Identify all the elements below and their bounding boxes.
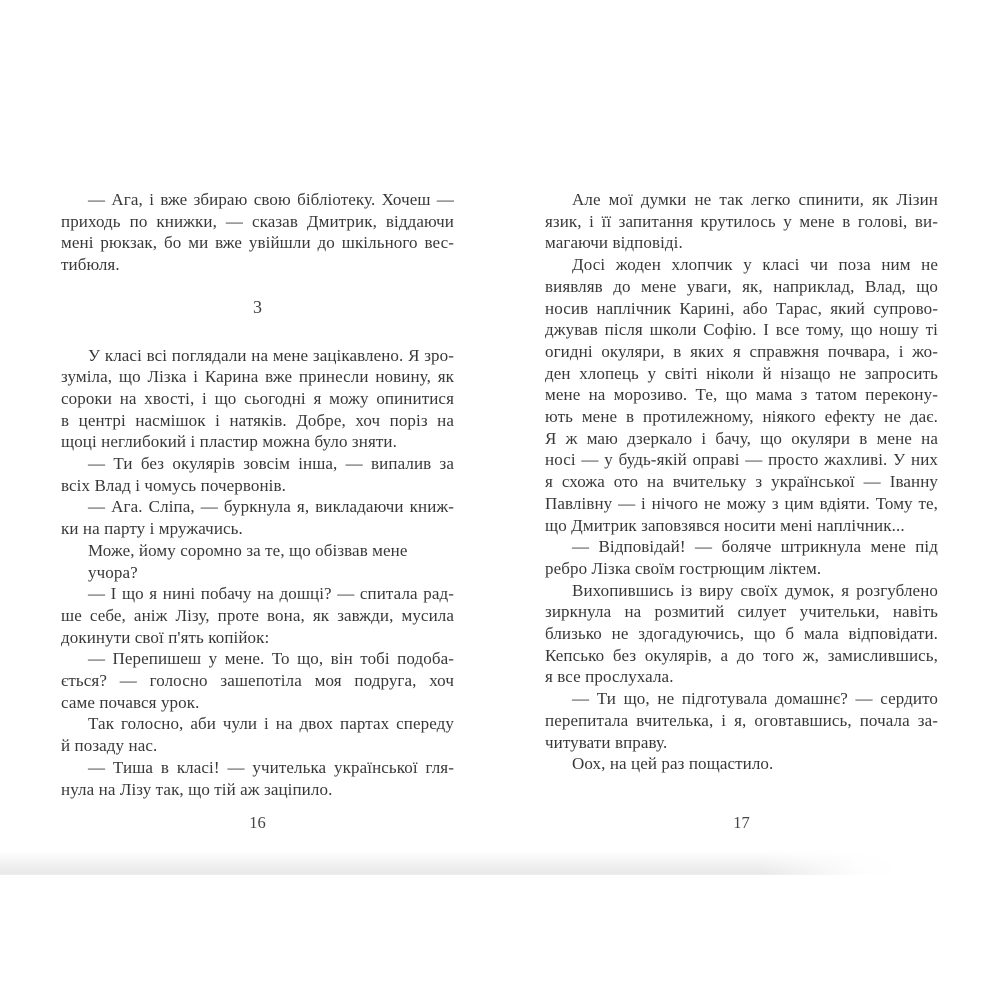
text-line: — І що я нині побачу на дошці? — спитала рад- xyxy=(88,584,454,604)
text-line: Кепсько без окулярів, а до того ж, замислившись, xyxy=(545,645,938,665)
paragraph xyxy=(61,713,454,756)
text-line: мені рюкзак, бо ми вже увійшли до шкільного вес- xyxy=(61,233,454,253)
paragraph xyxy=(61,583,454,648)
paragraph xyxy=(545,753,938,775)
page-number-left: 16 xyxy=(249,813,266,832)
text-line: зиркнула на розмитий силует учительки, навіть xyxy=(545,602,938,622)
chapter-number: 3 xyxy=(252,296,263,317)
text-line: нула на Лізу так, що тій аж заціпило. xyxy=(61,779,333,799)
text-line: Вихопившись із виру своїх думок, я розгублено xyxy=(572,580,938,600)
text-line: Так голосно, аби чули і на двох партах спереду xyxy=(88,714,454,734)
text-line: ється? — голосно зашепотіла моя подруга, хоч xyxy=(61,671,454,691)
text-line: ше себе, аніж Лізу, проте вона, як завжди, мусила xyxy=(61,605,454,625)
text-line: — Перепишеш у мене. То що, він тобі подоба- xyxy=(88,649,454,669)
text-line: близько не здогадуючись, що б мала відповідати. xyxy=(545,624,938,644)
text-line: ден хлопець у світі ніколи й нізащо не запросить xyxy=(545,363,938,383)
text-line: Оох, на цей раз пощастило. xyxy=(572,754,774,774)
page-edge-shadow xyxy=(0,851,898,875)
text-line: Але мої думки не так легко спинити, як Лізин xyxy=(572,190,938,209)
text-line: тибюля. xyxy=(61,255,120,275)
paragraph xyxy=(61,345,454,454)
text-line: докинути свої п'ять копійок: xyxy=(61,627,270,647)
text-line: — Ти без окулярів зовсім інша, — випалив за xyxy=(88,454,454,474)
paragraph xyxy=(545,189,938,254)
paragraph xyxy=(545,688,938,753)
text-line: Досі жоден хлопчик у класі чи поза ним не xyxy=(572,255,938,275)
paragraph xyxy=(545,536,938,579)
text-line: — Тиша в класі! — учителька української гля- xyxy=(88,757,454,777)
text-line: я схожа ото на вчительку з української — Іванну xyxy=(545,472,938,492)
text-line: ребро Лізка своїм гострющим ліктем. xyxy=(545,558,822,578)
text-line: я все прослухала. xyxy=(545,667,674,687)
text-line: приходь по книжки, — сказав Дмитрик, віддаючи xyxy=(61,211,454,231)
text-line: в центрі насмішок і натяків. Добре, хоч поріз на xyxy=(61,410,454,430)
text-line: сороки на хвості, і що сьогодні я можу опинитися xyxy=(61,388,454,408)
text-line: ють мене в протилежному, ніякого ефекту не дає. xyxy=(545,407,938,427)
paragraph xyxy=(545,580,938,689)
text-line: носі — у будь-якій оправі — просто жахливі. У них xyxy=(545,450,938,470)
text-line: мене на морозиво. Те, що мама з татом перекону- xyxy=(545,385,938,405)
paragraph xyxy=(545,254,938,536)
paragraph xyxy=(61,757,454,800)
paragraph xyxy=(61,453,454,496)
text-line: джував після школи Софію. І все тому, що ношу ті xyxy=(545,320,938,340)
text-line: Павлівну — і нічого не можу з цим вдіяти. Тому те, xyxy=(545,493,938,513)
paragraph xyxy=(61,540,454,583)
page-left-text xyxy=(61,189,454,800)
text-line: читувати вправу. xyxy=(545,732,668,752)
text-line: магаючи відповіді. xyxy=(545,233,683,253)
text-line: — Ага. Сліпа, — буркнула я, викладаючи книж- xyxy=(88,497,454,517)
text-line: Я ж маю дзеркало і бачу, що окуляри в мене на xyxy=(545,428,938,448)
text-line: — Ага, і вже збираю свою бібліотеку. Хочеш — xyxy=(88,190,454,209)
text-line: всіх Влад і чомусь почервонів. xyxy=(61,475,286,495)
book-page-right xyxy=(545,189,938,869)
text-line: — Відповідай! — боляче штрикнула мене під xyxy=(572,537,938,557)
text-line: саме почався урок. xyxy=(61,692,200,712)
page-right-text xyxy=(545,189,938,775)
text-line: й позаду нас. xyxy=(61,736,158,756)
text-line: огидні окуляри, в яких я справжня почвара, і жо- xyxy=(545,341,938,361)
paragraph xyxy=(61,189,454,276)
text-line: ки на парту і мружачись. xyxy=(61,519,243,539)
text-line: перепитала вчителька, і я, оговтавшись, почала за- xyxy=(545,710,938,730)
book-page-left xyxy=(61,189,454,869)
paragraph xyxy=(61,496,454,539)
text-line: У класі всі поглядали на мене зацікавлено. Я зро- xyxy=(88,345,454,365)
text-line: носив наплічник Карині, або Тарас, який супрово- xyxy=(545,298,938,318)
page-number-right: 17 xyxy=(733,813,750,832)
text-line: що Дмитрик заповзявся носити мені наплічник... xyxy=(545,515,905,535)
text-line: Може, йому соромно за те, що обізвав мене учора? xyxy=(88,540,408,582)
text-line: — Ти що, не підготувала домашнє? — сердито xyxy=(572,689,938,709)
text-line: зуміла, що Лізка і Карина вже принесли новину, як xyxy=(61,367,454,387)
text-line: виявляв до мене уваги, як, наприклад, Влад, що xyxy=(545,276,938,296)
paragraph xyxy=(61,648,454,713)
text-line: щоці неглибокий і пластир можна було зняти. xyxy=(61,432,397,452)
text-line: язик, і її запитання крутилось у мене в голові, ви- xyxy=(545,211,938,231)
